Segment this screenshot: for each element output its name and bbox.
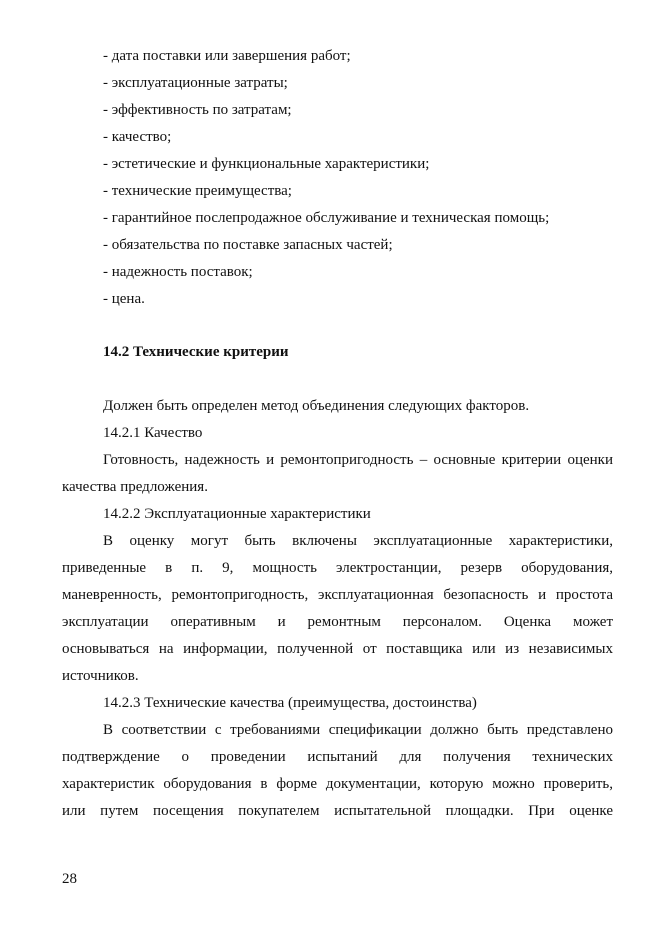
page-number: 28: [62, 871, 77, 887]
text-line: 14.2.1 Качество: [103, 425, 203, 441]
text-line: характеристик оборудования в форме документации, которую можно проверить,: [62, 776, 613, 792]
text-line: источников.: [62, 668, 139, 684]
list-item: - дата поставки или завершения работ;: [103, 48, 351, 64]
text-line: подтверждение о проведении испытаний для получения технических: [62, 749, 613, 765]
text-line: маневренность, ремонтопригодность, эксплуатационная безопасность и простота: [62, 587, 613, 603]
list-item: - цена.: [103, 291, 145, 307]
text-line: приведенные в п. 9, мощность электростанции, резерв оборудования,: [62, 560, 613, 576]
list-item: - надежность поставок;: [103, 264, 253, 280]
text-line: Должен быть определен метод объединения следующих факторов.: [103, 398, 530, 414]
text-line: эксплуатации оперативным и ремонтным персоналом. Оценка может: [62, 614, 613, 630]
text-line: основываться на информации, полученной от поставщика или из независимых: [62, 641, 613, 657]
text-line: Готовность, надежность и ремонтопригодность – основные критерии оценки: [103, 452, 613, 468]
text-line: 14.2.3 Технические качества (преимущества, достоинства): [103, 695, 477, 711]
text-line: В соответствии с требованиями спецификации должно быть представлено: [103, 722, 613, 738]
criteria-list: [62, 43, 613, 313]
list-item: - качество;: [103, 129, 172, 145]
section-heading-block: [62, 339, 613, 366]
text-line: 14.2.2 Эксплуатационные характеристики: [103, 506, 371, 522]
list-item: - эксплуатационные затраты;: [103, 75, 288, 91]
list-item: - эффективность по затратам;: [103, 102, 292, 118]
list-item: - эстетические и функциональные характеристики;: [103, 156, 430, 172]
section-heading: 14.2 Технические критерии: [103, 344, 289, 360]
body-text: [62, 393, 613, 825]
text-line: или путем посещения покупателем испытательной площадки. При оценке: [62, 803, 613, 819]
text-line: качества предложения.: [62, 479, 208, 495]
list-item: - технические преимущества;: [103, 183, 292, 199]
list-item: - гарантийное послепродажное обслуживание и техническая помощь;: [103, 210, 550, 226]
text-line: В оценку могут быть включены эксплуатационные характеристики,: [103, 533, 613, 549]
list-item: - обязательства по поставке запасных частей;: [103, 237, 393, 253]
